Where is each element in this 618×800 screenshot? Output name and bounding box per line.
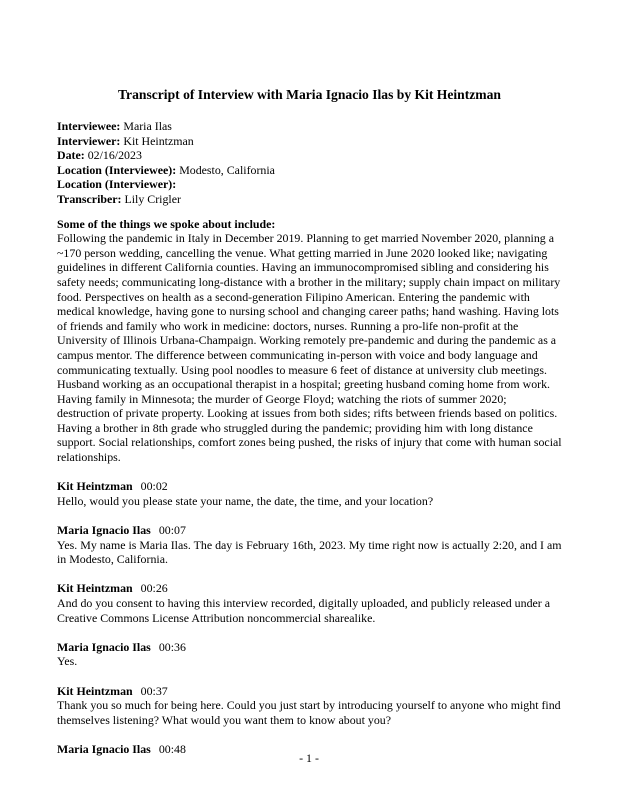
timestamp: 00:02 — [140, 479, 168, 494]
metadata-value: Lily Crigler — [124, 191, 181, 206]
metadata-row — [57, 177, 562, 192]
metadata-value: Modesto, California — [179, 162, 275, 177]
dialogue-text: Thank you so much for being here. Could you just start by introducing yourself to anyone who might find themselves listening? What would you want them to know about you? — [57, 698, 561, 727]
timestamp: 00:37 — [140, 683, 168, 698]
dialogue-text: And do you consent to having this interview recorded, digitally uploaded, and publicly released under a Creative Commons License Attribution noncommercial sharealike. — [57, 596, 550, 625]
metadata-label: Interviewee: — [57, 119, 121, 133]
metadata-value: 02/16/2023 — [87, 148, 142, 163]
timestamp: 00:26 — [140, 581, 168, 596]
metadata-label: Transcriber: — [57, 191, 122, 206]
speaker-line — [57, 479, 562, 494]
metadata-row — [57, 192, 562, 207]
speaker-name: Maria Ignacio Ilas — [57, 741, 151, 756]
page-title: Transcript of Interview with Maria Ignacio Ilas by Kit Heintzman — [118, 87, 501, 102]
metadata-value: Kit Heintzman — [123, 133, 194, 148]
speaker-line — [57, 581, 562, 596]
metadata-value: Maria Ilas — [123, 119, 172, 133]
speaker-name: Kit Heintzman — [57, 479, 133, 494]
dialogue-entry — [57, 523, 562, 567]
dialogue-entry — [57, 640, 562, 669]
speaker-name: Maria Ignacio Ilas — [57, 639, 151, 654]
speaker-name: Kit Heintzman — [57, 581, 133, 596]
metadata-row — [57, 148, 562, 163]
dialogue-text: Yes. My name is Maria Ilas. The day is February 16th, 2023. My time right now is actually 2:20, and I am in Modesto, California. — [57, 537, 562, 567]
timestamp: 00:07 — [158, 523, 186, 538]
metadata-row — [57, 134, 562, 149]
dialogue-entry — [57, 684, 562, 728]
metadata-row — [57, 163, 562, 178]
speaker-line — [57, 640, 562, 655]
dialogue-entry — [57, 479, 562, 508]
metadata-label: Location (Interviewer): — [57, 177, 177, 192]
speaker-name: Kit Heintzman — [57, 683, 133, 698]
metadata-label: Location (Interviewee): — [57, 162, 177, 177]
summary-body: Following the pandemic in Italy in December 2019. Planning to get married November 2020, planning a ~170 person wedding, cancelling the venue. What getting married in June 2020 looked like; navigating guidelines in different California counties. Having an immunocompromised sibling and considering his safety needs; communicating long-distance with a brother in the military; supply chain impact on military food. Perspectives on health as a second-generation Filipino American. Entering the pandemic with medical knowledge, having gone to nursing school and changing career paths; hand washing. Having lots of friends and family who work in medicine: doctors, nurses. Running a pro-life non-profit at the University of Illinois Urbana-Champaign. Working remotely pre-pandemic and during the pandemic as a campus mentor. The difference between communicating in-person with voice and body language and communicating textually. Using pool noodles to measure 6 feet of distance at university club meetings. Husband working as an occupational therapist in a hospital; greeting husband coming home from work. Having family in Minnesota; the murder of George Floyd; watching the riots of summer 2020; destruction of private property. Looking at issues from both sides; rifts between friends based on politics. Having a brother in 8th grade who struggled during the pandemic; providing him with long distance support. Social relationships, comfort zones being pushed, the risks of injury that come with human social relationships. — [57, 231, 562, 465]
speaker-line — [57, 684, 562, 699]
metadata-label: Interviewer: — [57, 133, 121, 148]
timestamp: 00:48 — [158, 741, 186, 756]
speaker-name: Maria Ignacio Ilas — [57, 523, 151, 538]
dialogue-text: Hello, would you please state your name, the date, the time, and your location? — [57, 493, 434, 508]
metadata-row — [57, 119, 562, 134]
summary-heading: Some of the things we spoke about include: — [57, 216, 276, 231]
dialogue-entry — [57, 581, 562, 625]
speaker-line — [57, 523, 562, 538]
metadata-block — [57, 119, 562, 207]
metadata-label: Date: — [57, 148, 85, 163]
timestamp: 00:36 — [158, 639, 186, 654]
dialogue-text: Yes. — [57, 654, 78, 669]
page-number: - 1 - — [299, 751, 319, 765]
